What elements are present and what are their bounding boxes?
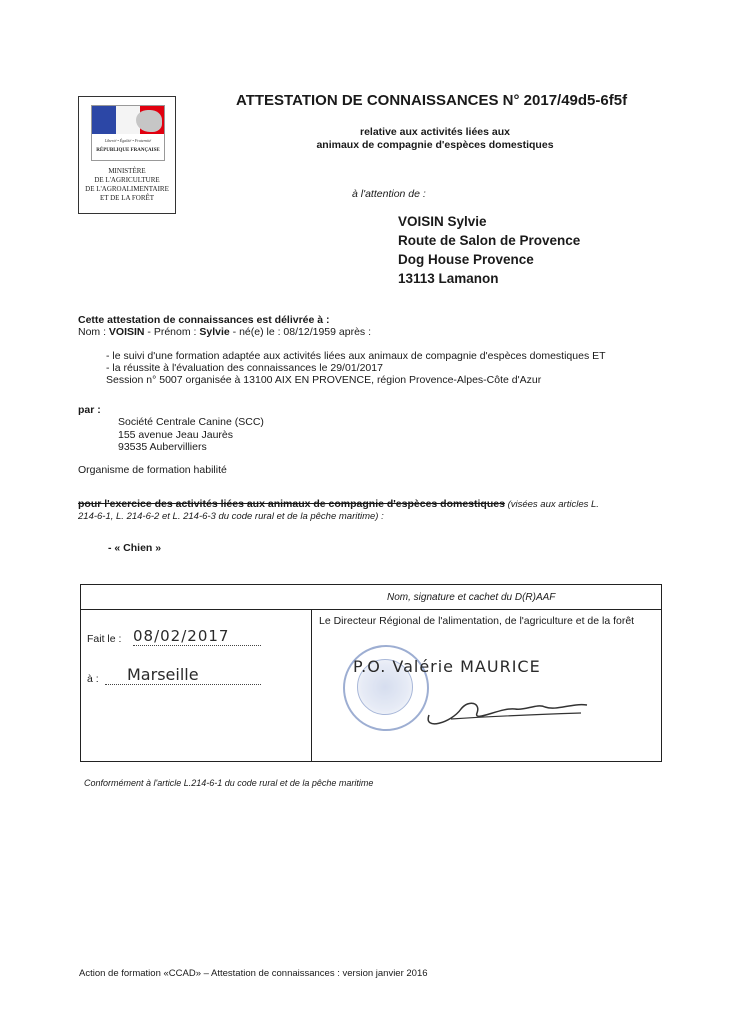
recipient-name: VOISIN Sylvie: [398, 214, 487, 229]
recipient-address: [398, 212, 580, 288]
a-label: à :: [87, 673, 99, 685]
delivered-heading: Cette attestation de connaissances est délivrée à :: [78, 314, 330, 326]
logo-republique: RÉPUBLIQUE FRANÇAISE: [96, 148, 160, 153]
footer-version: Action de formation «CCAD» – Attestation de connaissances : version janvier 2016: [79, 968, 428, 979]
conformity-note: Conformément à l'article L.214-6-1 du code rural et de la pêche maritime: [84, 778, 374, 788]
a-place: Marseille: [105, 665, 261, 685]
handwritten-signature: [411, 693, 591, 733]
signature-table: [80, 584, 662, 762]
recipient-company: Dog House Provence: [398, 252, 534, 267]
exercise-articles: 214-6-1, L. 214-6-2 et L. 214-6-3 du code rural et de la pêche maritime) :: [78, 511, 384, 522]
french-flag-icon: [92, 106, 164, 134]
condition-evaluation: - la réussite à l'évaluation des connaissances le 29/01/2017: [106, 362, 383, 374]
logo-devise: Liberté • Égalité • Fraternité: [104, 138, 152, 143]
condition-training: - le suivi d'une formation adaptée aux activités liées aux animaux de compagnie d'espèces domestiques ET: [106, 350, 606, 362]
signatory-name: P.O. Valérie MAURICE: [353, 657, 541, 676]
holder-firstname: Sylvie: [199, 326, 230, 338]
session-info: Session n° 5007 organisée à 13100 AIX EN PROVENCE, région Provence-Alpes-Côte d'Azur: [106, 374, 542, 386]
table-header: Nom, signature et cachet du D(R)AAF: [387, 592, 556, 603]
org-street: 155 avenue Jeau Jaurès: [118, 428, 234, 441]
directeur-title: Le Directeur Régional de l'alimentation, de l'agriculture et de la forêt: [319, 615, 635, 627]
holder-identity: Nom : VOISIN - Prénom : Sylvie - né(e) le : 08/12/1959 après :: [78, 326, 371, 338]
org-type: Organisme de formation habilité: [78, 464, 227, 476]
recipient-city: 13113 Lamanon: [398, 271, 499, 286]
training-organisation: [118, 416, 264, 454]
document-title: ATTESTATION DE CONNAISSANCES N° 2017/49d5-6f5f: [236, 92, 628, 109]
ministry-name: MINISTÈRE DE L'AGRICULTURE DE L'AGROALIMENTAIRE ET DE LA FORÊT: [85, 167, 169, 202]
document-subtitle: relative aux activités liées aux animaux de compagnie d'espèces domestiques: [316, 126, 554, 151]
attention-label: à l'attention de :: [352, 188, 426, 200]
holder-birthdate: - né(e) le : 08/12/1959 après :: [229, 326, 371, 338]
marianne-logo: [91, 105, 165, 161]
org-name: Société Centrale Canine (SCC): [118, 416, 264, 428]
holder-surname: VOISIN: [108, 326, 145, 338]
org-city: 93535 Aubervilliers: [118, 441, 207, 453]
animal-category: - « Chien »: [108, 542, 162, 554]
fait-le-label: Fait le :: [87, 633, 122, 645]
exercise-scope: pour l'exercice des activités liées aux animaux de compagnie d'espèces domestiques (visées aux articles L.: [78, 498, 599, 510]
par-label: par :: [78, 404, 101, 416]
ministry-logo: [78, 96, 176, 214]
fait-le-date: 08/02/2017: [133, 627, 261, 646]
recipient-street: Route de Salon de Provence: [398, 233, 581, 248]
